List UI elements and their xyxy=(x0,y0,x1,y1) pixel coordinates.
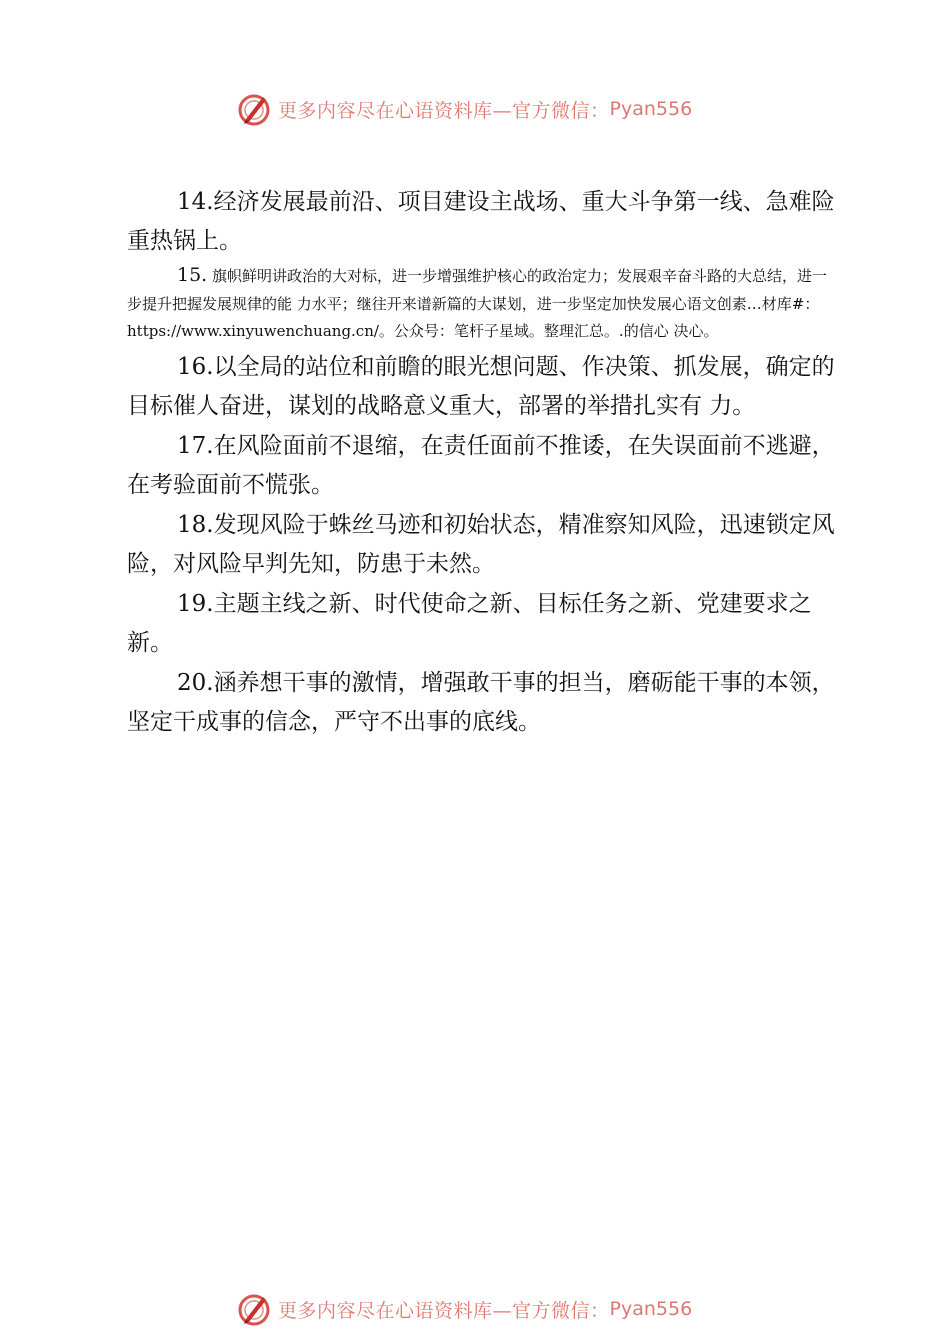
item-text: 在风险面前不退缩，在责任面前不推诿，在失误面前不逃避，在考验面前不慌张。 xyxy=(127,432,835,498)
item-number: 15. xyxy=(177,264,208,286)
footer-banner xyxy=(236,1289,692,1329)
seal-pen-icon xyxy=(236,91,272,127)
item-text: 经济发展最前沿、项目建设主战场、重大斗争第一线、急难险重热锅上。 xyxy=(127,189,835,254)
item-text: 发现风险于蛛丝马迹和初始状态，精准察知风险，迅速锁定风险，对风险早判先知，防患于未然。 xyxy=(127,511,835,577)
item-text: 涵养想干事的激情，增强敢干事的担当，磨砺能干事的本领，坚定干成事的信念，严守不出事的底线。 xyxy=(127,669,835,735)
list-item xyxy=(127,506,839,584)
item-text: 以全局的站位和前瞻的眼光想问题、作决策、抓发展，确定的目标催人奋进，谋划的战略意义重大，部署的举措扎实有 力。 xyxy=(127,353,835,419)
footer-wechat-id: Pyan556 xyxy=(609,1298,693,1320)
item-number: 14. xyxy=(177,189,214,215)
header-text: 更多内容尽在心语资料库—官方微信： xyxy=(278,99,610,122)
item-text: 主题主线之新、时代使命之新、目标任务之新、党建要求之新。 xyxy=(127,590,812,656)
item-number: 16. xyxy=(177,353,214,380)
list-item xyxy=(127,348,839,426)
seal-pen-icon xyxy=(236,1291,272,1327)
item-number: 20. xyxy=(177,669,214,696)
footer-text: 更多内容尽在心语资料库—官方微信： xyxy=(278,1299,610,1322)
list-item xyxy=(127,183,839,261)
list-item xyxy=(127,427,839,505)
item-number: 19. xyxy=(177,590,214,617)
list-item xyxy=(127,262,839,346)
item-number: 17. xyxy=(177,432,214,459)
list-item xyxy=(127,664,839,742)
header-banner xyxy=(236,89,692,129)
item-text: 旗帜鲜明讲政治的大对标，进一步增强维护核心的政治定力；发展艰辛奋斗路的大总结，进一步提升把握发展规律的能 力水平；继往开来谱新篇的大谋划，进一步坚定加快发展心语文创素…材库#：https://www.xinyuwenchuang.cn/。公众号：笔杆子星域。整理汇总。.的信心 决心。 xyxy=(127,267,828,340)
list-item xyxy=(127,585,839,663)
item-number: 18. xyxy=(177,511,214,538)
document-body xyxy=(127,183,839,743)
header-wechat-id: Pyan556 xyxy=(609,98,693,120)
